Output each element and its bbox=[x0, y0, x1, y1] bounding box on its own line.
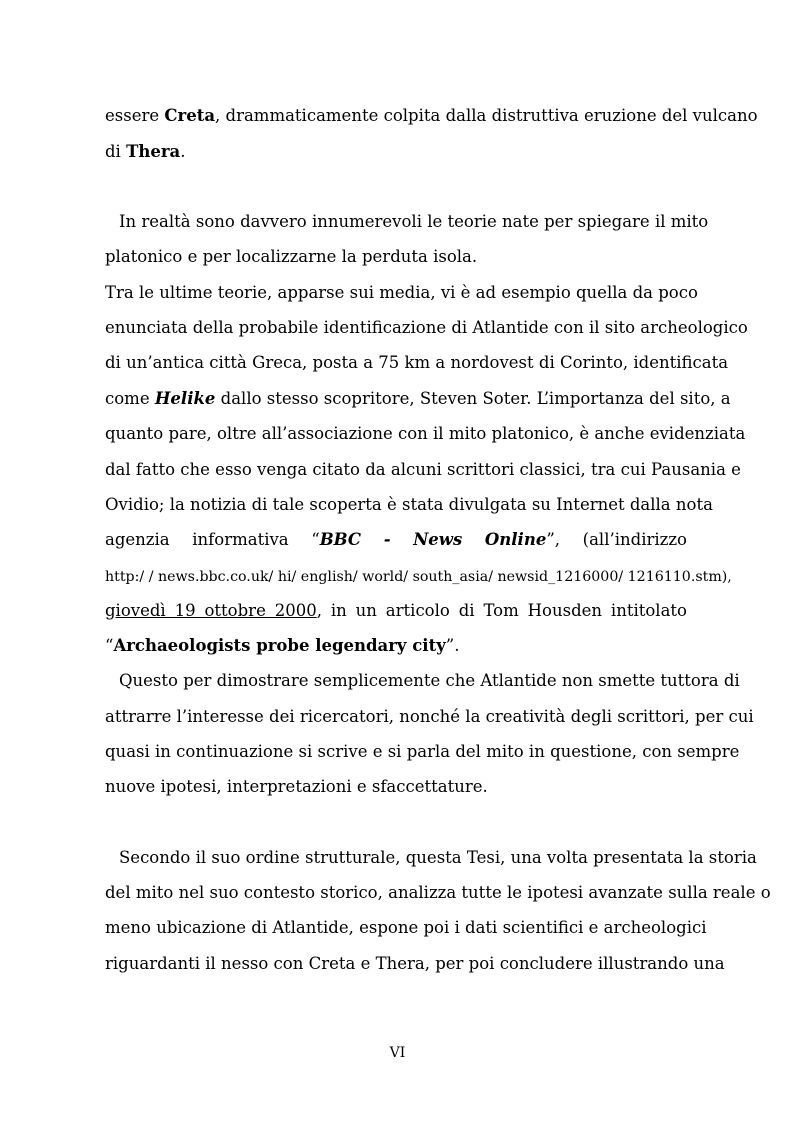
close-quote: ”, bbox=[546, 530, 561, 549]
text-line: nuove ipotesi, interpretazioni e sfaccettature. bbox=[105, 777, 488, 796]
text-span: . bbox=[180, 142, 186, 161]
text-line: quasi in continuazione si scrive e si parla del mito in questione, con sempre bbox=[105, 742, 740, 761]
text-span: come bbox=[105, 389, 155, 408]
text-line bbox=[105, 636, 687, 656]
text-span: , in un articolo di Tom Housden intitolato bbox=[316, 601, 687, 620]
text-line: quanto pare, oltre all’associazione con il mito platonico, è anche evidenziata bbox=[105, 424, 746, 443]
text-span: di bbox=[105, 142, 127, 161]
text-line bbox=[105, 530, 687, 550]
text-span: , drammaticamente colpita dalla distruttiva eruzione del vulcano bbox=[215, 106, 758, 125]
text-span: (all’indirizzo bbox=[582, 530, 687, 549]
text-line: Tra le ultime teorie, apparse sui media, vi è ad esempio quella da poco bbox=[105, 283, 698, 302]
open-quote: “ bbox=[105, 636, 114, 655]
bold-dash: - bbox=[383, 530, 391, 549]
bold-term-creta: Creta bbox=[164, 106, 216, 125]
page-number: VI bbox=[389, 1045, 406, 1061]
bold-term-news: News bbox=[413, 530, 463, 549]
text-line: dal fatto che esso venga citato da alcuni scrittori classici, tra cui Pausania e bbox=[105, 460, 741, 479]
text-span: essere bbox=[105, 106, 165, 125]
quoted-source-end bbox=[485, 530, 560, 550]
close-quote: ”. bbox=[445, 636, 460, 655]
text-line: Questo per dimostrare semplicemente che Atlantide non smette tuttora di bbox=[119, 671, 740, 690]
text-line bbox=[105, 389, 731, 409]
text-line: Secondo il suo ordine strutturale, questa Tesi, una volta presentata la storia bbox=[119, 848, 757, 867]
text-line: riguardanti il nesso con Creta e Thera, per poi concludere illustrando una bbox=[105, 954, 725, 973]
text-line: attrarre l’interesse dei ricercatori, nonché la creatività degli scrittori, per cui bbox=[105, 707, 754, 726]
text-line: del mito nel suo contesto storico, analizza tutte le ipotesi avanzate sulla reale o bbox=[105, 883, 771, 902]
text-line: meno ubicazione di Atlantide, espone poi i dati scientifici e archeologici bbox=[105, 918, 707, 937]
text-line bbox=[105, 601, 687, 621]
article-title: Archaeologists probe legendary city bbox=[113, 636, 446, 655]
url-text: http:/ / news.bbc.co.uk/ hi/ english/ world/ south_asia/ newsid_1216000/ 1216110.stm), bbox=[105, 569, 732, 585]
bold-term-thera: Thera bbox=[126, 142, 181, 161]
text-span: dallo stesso scopritore, Steven Soter. L’importanza del sito, a bbox=[215, 389, 731, 408]
bold-term-helike: Helike bbox=[154, 389, 216, 408]
text-span: informativa bbox=[192, 530, 289, 549]
text-line: Ovidio; la notizia di tale scoperta è stata divulgata su Internet dalla nota bbox=[105, 495, 713, 514]
text-line: In realtà sono davvero innumerevoli le teorie nate per spiegare il mito bbox=[119, 212, 709, 231]
bold-term-online: Online bbox=[484, 530, 547, 549]
bold-term-bbc: BBC bbox=[319, 530, 362, 549]
text-line: enunciata della probabile identificazione di Atlantide con il sito archeologico bbox=[105, 318, 748, 337]
text-line: platonico e per localizzarne la perduta isola. bbox=[105, 247, 478, 266]
underlined-date: giovedì 19 ottobre 2000 bbox=[105, 601, 317, 620]
text-line bbox=[105, 106, 758, 126]
quoted-source bbox=[311, 530, 361, 550]
text-span: agenzia bbox=[105, 530, 170, 549]
text-line: di un’antica città Greca, posta a 75 km a nordovest di Corinto, identificata bbox=[105, 353, 729, 372]
open-quote: “ bbox=[311, 530, 320, 549]
text-line bbox=[105, 142, 687, 162]
